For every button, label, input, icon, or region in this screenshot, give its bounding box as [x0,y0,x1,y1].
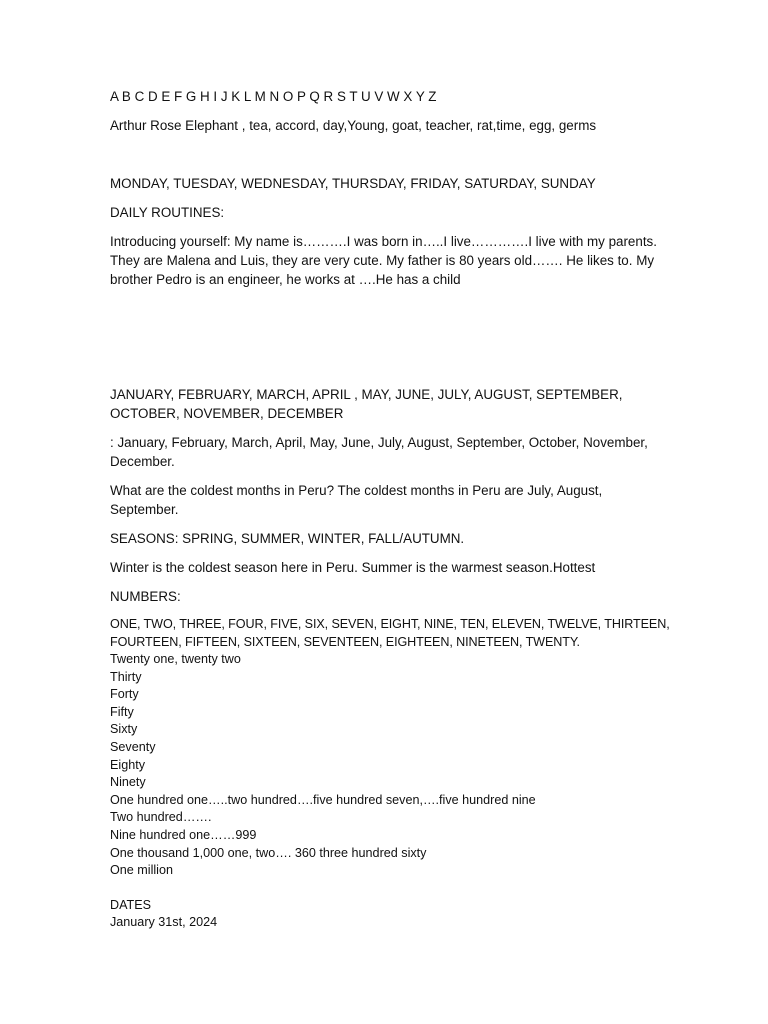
days-line: MONDAY, TUESDAY, WEDNESDAY, THURSDAY, FRIDAY, SATURDAY, SUNDAY [110,176,596,191]
list-item: Eighty [110,757,146,772]
daily-routines-heading: DAILY ROUTINES: [110,205,225,220]
list-item: Seventy [110,739,156,754]
list-item: Sixty [110,722,138,737]
list-item: Forty [110,687,139,702]
dates-section [110,897,670,932]
numbers-upper-paragraph: ONE, TWO, THREE, FOUR, FIVE, SIX, SEVEN, EIGHT, NINE, TEN, ELEVEN, TWELVE, THIRTEEN, FOURTEEN, FIFTEEN, SIXTEEN, SEVENTEEN, EIGHTEEN, NINETEEN, TWENTY. [110,617,670,649]
list-item: One million [110,863,173,878]
months-upper-paragraph: JANUARY, FEBRUARY, MARCH, APRIL , MAY, JUNE, JULY, AUGUST, SEPTEMBER, OCTOBER, NOVEMBER, DECEMBER [110,387,623,421]
list-item: One thousand 1,000 one, two…. 360 three hundred sixty [110,845,427,860]
words-line: Arthur Rose Elephant , tea, accord, day,Young, goat, teacher, rat,time, egg, germs [110,118,597,133]
introduction-paragraph: Introducing yourself: My name is……….I was born in…..I live………….I live with my parents. They are Malena and Luis, they are very cute. My father is 80 years old……. He likes to. My brother Pedro is an engineer, he works at ….He has a child [110,234,657,287]
document-body [110,87,670,932]
months-lower-paragraph: : January, February, March, April, May, June, July, August, September, October, November, December. [110,435,648,469]
dates-heading: DATES [110,897,152,912]
list-item: One hundred one…..two hundred….five hundred seven,….five hundred nine [110,792,536,807]
coldest-months-paragraph: What are the coldest months in Peru? The coldest months in Peru are July, August, September. [110,483,603,517]
list-item: Fifty [110,704,134,719]
seasons-line: SEASONS: SPRING, SUMMER, WINTER, FALL/AUTUMN. [110,531,465,546]
numbers-list [110,651,670,880]
list-item: Thirty [110,669,142,684]
list-item: Twenty one, twenty two [110,652,241,666]
list-item: Ninety [110,775,146,790]
list-item: Nine hundred one……999 [110,827,257,842]
date-example: January 31st, 2024 [110,915,218,930]
alphabet-line: A B C D E F G H I J K L M N O P Q R S T U V W X Y Z [110,89,437,104]
numbers-heading: NUMBERS: [110,589,181,604]
list-item: Two hundred……. [110,810,212,825]
seasons-sentence: Winter is the coldest season here in Peru. Summer is the warmest season.Hottest [110,560,596,575]
